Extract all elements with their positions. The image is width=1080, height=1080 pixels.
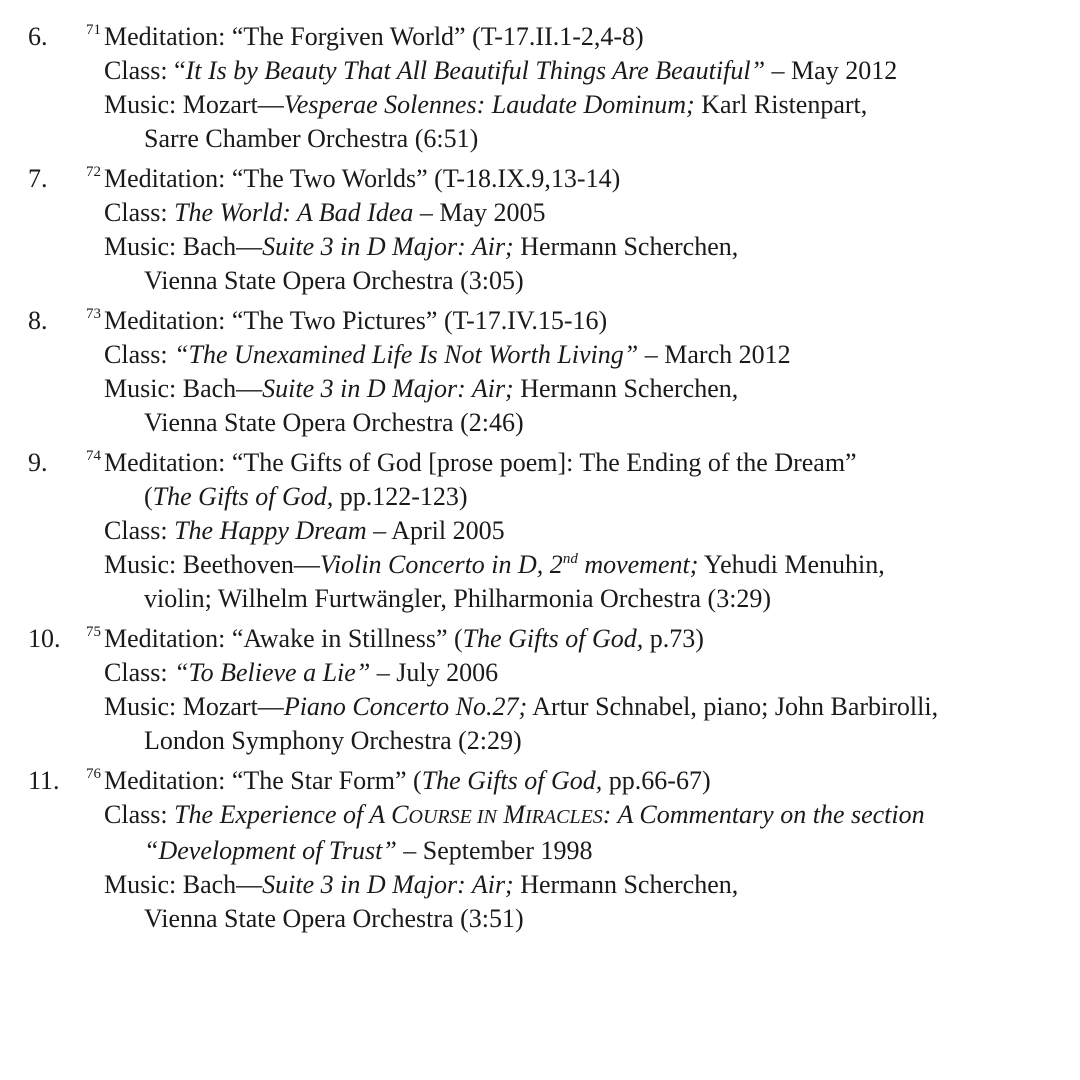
footnote-marker: 75 [86,624,101,640]
item-number: 11. [28,766,60,795]
class-line: Class: “It Is by Beauty That All Beautiful Things Are Beautiful” – May 2012 [104,56,898,85]
item-number: 10. [28,624,61,653]
class-line-continued: “Development of Trust” – September 1998 [144,836,593,865]
class-line: Class: “The Unexamined Life Is Not Worth Living” – March 2012 [104,340,791,369]
music-line: Music: Bach—Suite 3 in D Major: Air; Hermann Scherchen, [104,232,739,261]
meditation-line-continued: (The Gifts of God, pp.122-123) [144,482,468,511]
list-item [0,764,1080,936]
music-line: Music: Bach—Suite 3 in D Major: Air; Hermann Scherchen, [104,374,739,403]
meditation-line: Meditation: “The Two Worlds” (T-18.IX.9,13-14) [104,164,621,193]
class-line: Class: “To Believe a Lie” – July 2006 [104,658,499,687]
footnote-marker: 74 [86,448,101,464]
music-line-continued: Vienna State Opera Orchestra (3:05) [144,266,524,295]
class-line: Class: The Happy Dream – April 2005 [104,516,505,545]
item-number: 9. [28,448,48,477]
music-line-continued: Sarre Chamber Orchestra (6:51) [144,124,479,153]
footnote-marker: 73 [86,306,101,322]
item-number: 6. [28,22,48,51]
music-line: Music: Mozart—Vesperae Solennes: Laudate Dominum; Karl Ristenpart, [104,90,868,119]
list-item [0,304,1080,440]
item-number: 7. [28,164,48,193]
list-item [0,622,1080,758]
footnote-marker: 71 [86,22,101,38]
footnote-marker: 76 [86,766,101,782]
footnote-marker: 72 [86,164,101,180]
meditation-line: Meditation: “The Gifts of God [prose poem]: The Ending of the Dream” [104,448,857,477]
meditation-line: Meditation: “Awake in Stillness” (The Gifts of God, p.73) [104,624,704,653]
list-item [0,446,1080,616]
meditation-line: Meditation: “The Two Pictures” (T-17.IV.15-16) [104,306,608,335]
class-line: Class: The Experience of A COURSE IN MIRACLES: A Commentary on the section [104,800,925,829]
music-line: Music: Beethoven—Violin Concerto in D, 2nd movement; Yehudi Menuhin, [104,550,885,579]
music-line-continued: violin; Wilhelm Furtwängler, Philharmonia Orchestra (3:29) [144,584,772,613]
item-number: 8. [28,306,48,335]
meditation-line: Meditation: “The Forgiven World” (T-17.II.1-2,4-8) [104,22,644,51]
music-line: Music: Bach—Suite 3 in D Major: Air; Hermann Scherchen, [104,870,739,899]
music-line: Music: Mozart—Piano Concerto No.27; Artur Schnabel, piano; John Barbirolli, [104,692,939,721]
meditation-line: Meditation: “The Star Form” (The Gifts of God, pp.66-67) [104,766,711,795]
music-line-continued: Vienna State Opera Orchestra (3:51) [144,904,524,933]
music-meditation-list [0,20,1080,942]
list-item [0,162,1080,298]
music-line-continued: London Symphony Orchestra (2:29) [144,726,522,755]
list-item [0,20,1080,156]
music-line-continued: Vienna State Opera Orchestra (2:46) [144,408,524,437]
class-line: Class: The World: A Bad Idea – May 2005 [104,198,546,227]
